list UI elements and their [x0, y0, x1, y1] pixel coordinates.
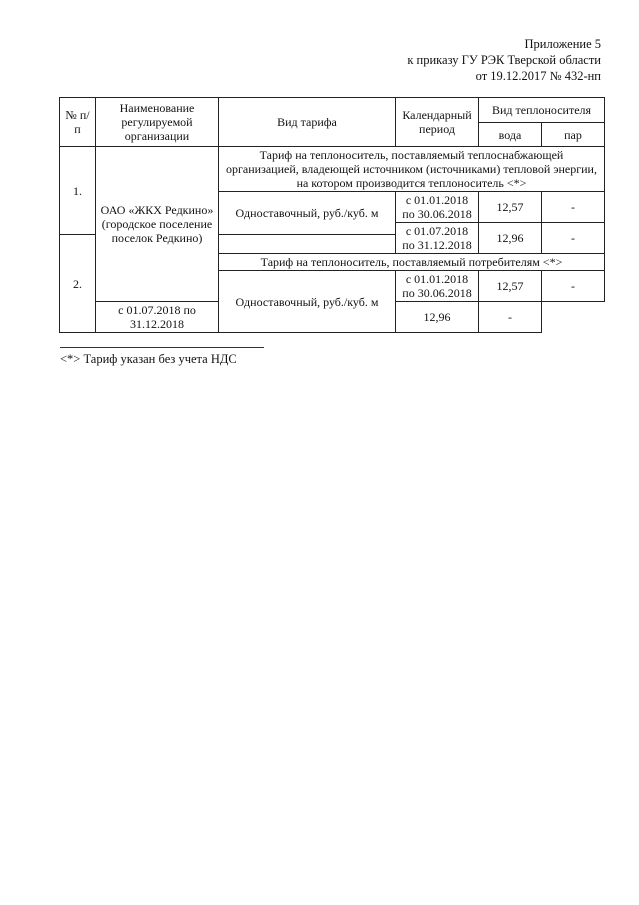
- header-period: Календарный период: [396, 98, 479, 147]
- order-date-number: от 19.12.2017 № 432-нп: [475, 69, 601, 83]
- header-water: вода: [479, 123, 542, 147]
- appendix-header: [407, 36, 601, 84]
- row-number-2: 2.: [60, 235, 96, 333]
- steam-value-cell: -: [479, 302, 542, 333]
- header-steam: пар: [542, 123, 605, 147]
- header-heat-carrier: Вид теплоносителя: [479, 98, 605, 123]
- row-number-1: 1.: [60, 147, 96, 235]
- footnote-divider: [60, 347, 264, 348]
- period-cell: с 01.07.2018 по 31.12.2018: [396, 223, 479, 254]
- steam-value-cell: -: [542, 223, 605, 254]
- period-cell: с 01.01.2018 по 30.06.2018: [396, 192, 479, 223]
- section-supplier-tariff: Тариф на теплоноситель, поставляемый теплоснабжающей организацией, владеющей источником (источниками) тепловой энергии, на котором производится теплоноситель <*>: [219, 147, 605, 192]
- section-consumer-tariff: Тариф на теплоноситель, поставляемый потребителям <*>: [219, 254, 605, 271]
- order-reference: к приказу ГУ РЭК Тверской области: [407, 53, 601, 67]
- period-cell: с 01.07.2018 по 31.12.2018: [96, 302, 219, 333]
- tariff-type-cell: Одноставочный, руб./куб. м: [219, 192, 396, 235]
- water-value-cell: 12,96: [479, 223, 542, 254]
- appendix-number: Приложение 5: [524, 37, 601, 51]
- water-value-cell: 12,57: [479, 271, 542, 302]
- header-number: № п/п: [60, 98, 96, 147]
- header-organization: Наименование регулируемой организации: [96, 98, 219, 147]
- tariff-type-cell-continued: [219, 235, 396, 254]
- period-cell: с 01.01.2018 по 30.06.2018: [396, 271, 479, 302]
- tariff-table: [59, 97, 605, 333]
- water-value-cell: 12,96: [396, 302, 479, 333]
- water-value-cell: 12,57: [479, 192, 542, 223]
- steam-value-cell: -: [542, 192, 605, 223]
- tariff-type-cell: Одноставочный, руб./куб. м: [219, 271, 396, 333]
- steam-value-cell: -: [542, 271, 605, 302]
- organization-name: ОАО «ЖКХ Редкино» (городское поселение поселок Редкино): [96, 147, 219, 302]
- header-tariff-type: Вид тарифа: [219, 98, 396, 147]
- footnote-vat: <*> Тариф указан без учета НДС: [60, 352, 237, 366]
